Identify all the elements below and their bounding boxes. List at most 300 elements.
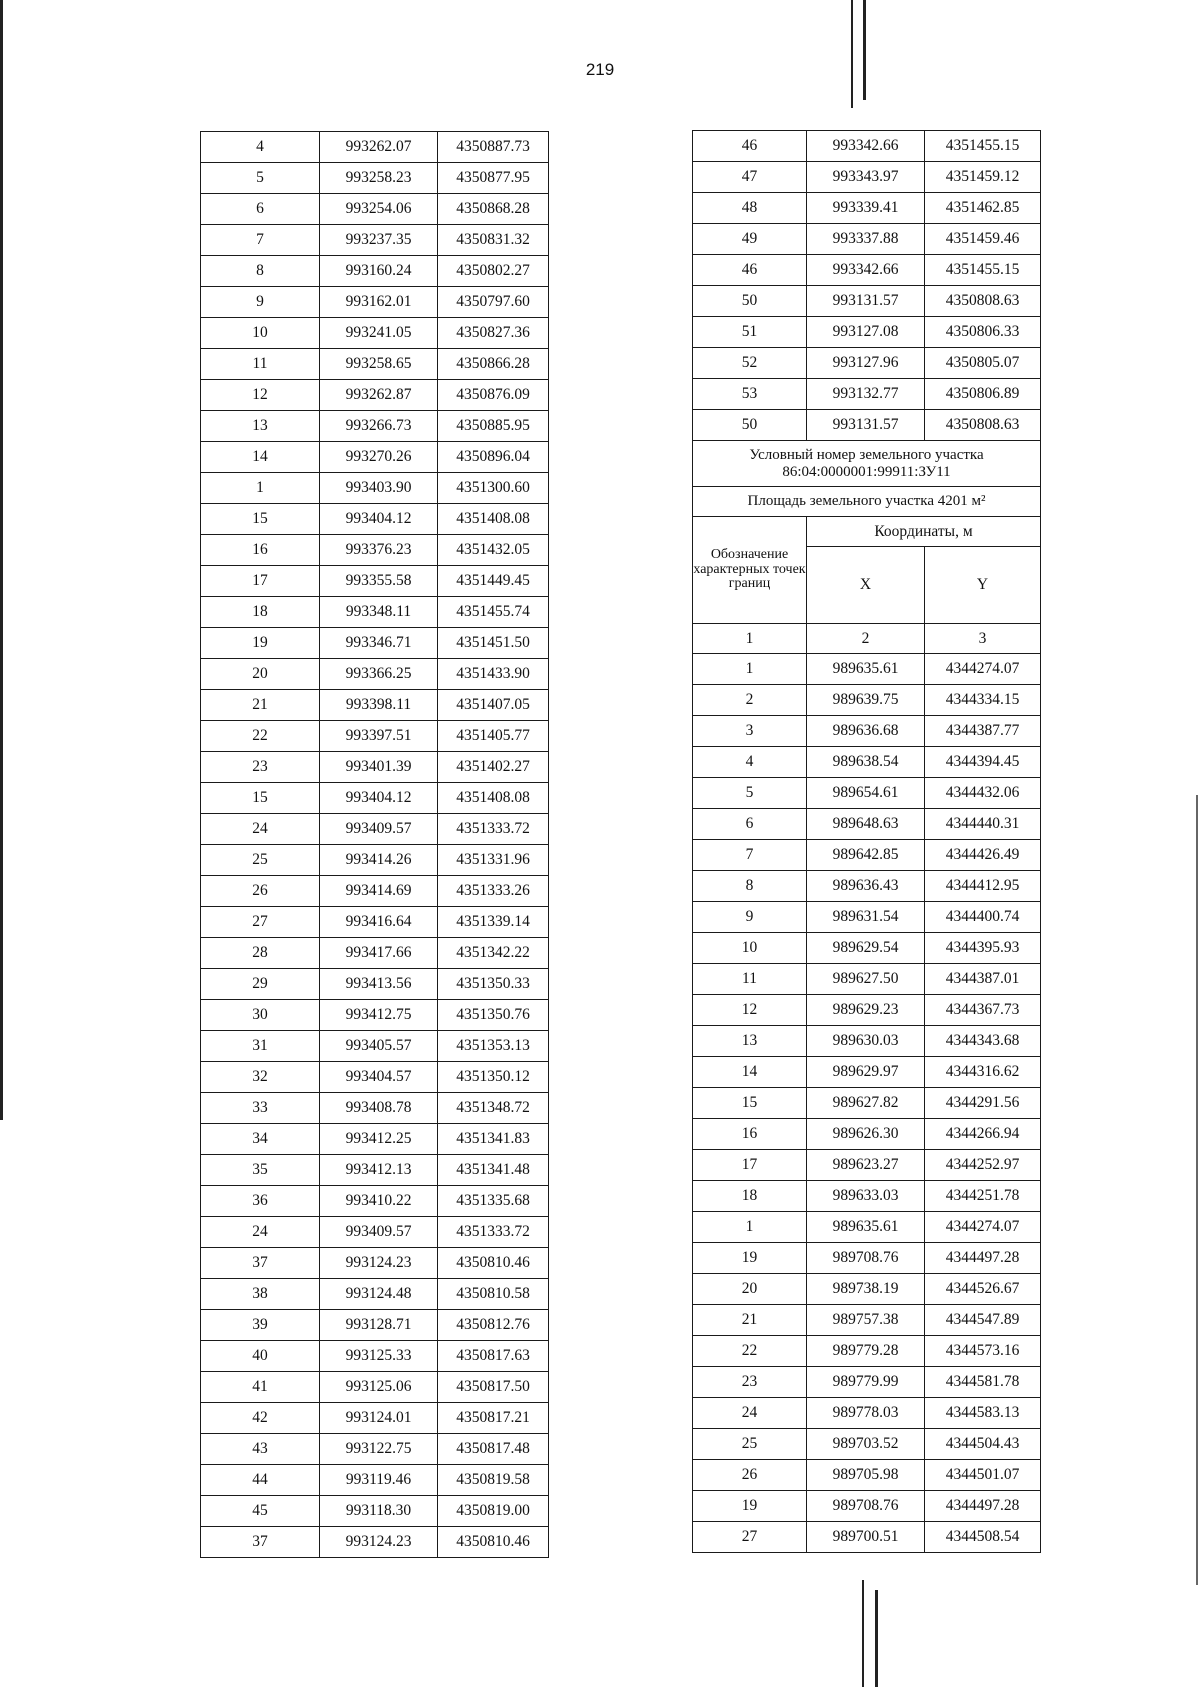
y-coordinate-cell: 4344440.31 xyxy=(925,809,1041,840)
x-header: X xyxy=(807,547,925,624)
table-row xyxy=(693,1119,1041,1150)
table-row xyxy=(201,256,549,287)
table-row xyxy=(201,163,549,194)
point-number-cell: 28 xyxy=(201,938,320,969)
point-number-cell: 12 xyxy=(201,380,320,411)
y-coordinate-cell: 4351331.96 xyxy=(438,845,549,876)
table-row xyxy=(201,1279,549,1310)
scan-edge-top-mark-1 xyxy=(851,0,853,108)
table-row xyxy=(201,783,549,814)
x-coordinate-cell: 993160.24 xyxy=(320,256,438,287)
x-coordinate-cell: 993127.08 xyxy=(807,317,925,348)
right-table-top-body xyxy=(693,131,1041,441)
x-coordinate-cell: 989642.85 xyxy=(807,840,925,871)
x-coordinate-cell: 993409.57 xyxy=(320,1217,438,1248)
x-coordinate-cell: 989700.51 xyxy=(807,1522,925,1553)
y-coordinate-cell: 4351333.72 xyxy=(438,814,549,845)
table-row xyxy=(201,225,549,256)
x-coordinate-cell: 993254.06 xyxy=(320,194,438,225)
x-coordinate-cell: 993405.57 xyxy=(320,1031,438,1062)
y-coordinate-cell: 4351341.48 xyxy=(438,1155,549,1186)
point-number-cell: 50 xyxy=(693,286,807,317)
y-coordinate-cell: 4351408.08 xyxy=(438,783,549,814)
point-number-cell: 8 xyxy=(201,256,320,287)
column-number-3: 3 xyxy=(925,624,1041,654)
y-coordinate-cell: 4344508.54 xyxy=(925,1522,1041,1553)
x-coordinate-cell: 993376.23 xyxy=(320,535,438,566)
table-row xyxy=(693,348,1041,379)
y-coordinate-cell: 4344501.07 xyxy=(925,1460,1041,1491)
table-row xyxy=(693,654,1041,685)
x-coordinate-cell: 993355.58 xyxy=(320,566,438,597)
point-number-cell: 21 xyxy=(693,1305,807,1336)
x-coordinate-cell: 993343.97 xyxy=(807,162,925,193)
table-row xyxy=(693,685,1041,716)
point-number-cell: 32 xyxy=(201,1062,320,1093)
table-row xyxy=(201,442,549,473)
point-number-cell: 1 xyxy=(693,1212,807,1243)
table-row xyxy=(201,1403,549,1434)
column-number-row xyxy=(693,624,1041,654)
x-coordinate-cell: 989708.76 xyxy=(807,1491,925,1522)
table-row xyxy=(693,1367,1041,1398)
point-number-cell: 40 xyxy=(201,1341,320,1372)
x-coordinate-cell: 989654.61 xyxy=(807,778,925,809)
table-row xyxy=(693,1491,1041,1522)
y-coordinate-cell: 4351348.72 xyxy=(438,1093,549,1124)
y-coordinate-cell: 4351335.68 xyxy=(438,1186,549,1217)
y-coordinate-cell: 4344266.94 xyxy=(925,1119,1041,1150)
table-row xyxy=(201,597,549,628)
x-coordinate-cell: 993414.26 xyxy=(320,845,438,876)
x-coordinate-cell: 989627.50 xyxy=(807,964,925,995)
point-number-cell: 26 xyxy=(693,1460,807,1491)
x-coordinate-cell: 993410.22 xyxy=(320,1186,438,1217)
point-number-cell: 35 xyxy=(201,1155,320,1186)
point-number-cell: 7 xyxy=(693,840,807,871)
x-coordinate-cell: 993342.66 xyxy=(807,131,925,162)
table-row xyxy=(201,814,549,845)
table-row xyxy=(201,504,549,535)
point-number-cell: 18 xyxy=(201,597,320,628)
x-coordinate-cell: 993412.25 xyxy=(320,1124,438,1155)
table-row xyxy=(693,255,1041,286)
x-coordinate-cell: 993342.66 xyxy=(807,255,925,286)
table-row xyxy=(201,318,549,349)
table-row xyxy=(693,1150,1041,1181)
y-coordinate-cell: 4351432.05 xyxy=(438,535,549,566)
y-header: Y xyxy=(925,547,1041,624)
point-number-cell: 19 xyxy=(201,628,320,659)
x-coordinate-cell: 989778.03 xyxy=(807,1398,925,1429)
table-row xyxy=(201,1527,549,1558)
point-number-cell: 19 xyxy=(693,1491,807,1522)
point-number-cell: 25 xyxy=(693,1429,807,1460)
parcel-number-cell xyxy=(693,441,1041,487)
y-coordinate-cell: 4351402.27 xyxy=(438,752,549,783)
point-number-cell: 48 xyxy=(693,193,807,224)
y-coordinate-cell: 4344432.06 xyxy=(925,778,1041,809)
point-number-cell: 37 xyxy=(201,1527,320,1558)
table-row xyxy=(201,876,549,907)
y-coordinate-cell: 4350817.50 xyxy=(438,1372,549,1403)
table-row xyxy=(693,317,1041,348)
point-number-cell: 24 xyxy=(201,1217,320,1248)
y-coordinate-cell: 4351405.77 xyxy=(438,721,549,752)
x-coordinate-cell: 993119.46 xyxy=(320,1465,438,1496)
y-coordinate-cell: 4350810.58 xyxy=(438,1279,549,1310)
x-coordinate-cell: 993401.39 xyxy=(320,752,438,783)
point-number-cell: 11 xyxy=(201,349,320,380)
y-coordinate-cell: 4350797.60 xyxy=(438,287,549,318)
x-coordinate-cell: 993398.11 xyxy=(320,690,438,721)
x-coordinate-cell: 993270.26 xyxy=(320,442,438,473)
y-coordinate-cell: 4351433.90 xyxy=(438,659,549,690)
x-coordinate-cell: 993339.41 xyxy=(807,193,925,224)
x-coordinate-cell: 993262.87 xyxy=(320,380,438,411)
y-coordinate-cell: 4344547.89 xyxy=(925,1305,1041,1336)
y-coordinate-cell: 4344581.78 xyxy=(925,1367,1041,1398)
table-row xyxy=(201,1155,549,1186)
point-number-cell: 27 xyxy=(693,1522,807,1553)
x-coordinate-cell: 993404.57 xyxy=(320,1062,438,1093)
x-coordinate-cell: 989631.54 xyxy=(807,902,925,933)
table-row xyxy=(693,131,1041,162)
table-row xyxy=(693,840,1041,871)
y-coordinate-cell: 4344274.07 xyxy=(925,1212,1041,1243)
x-coordinate-cell: 989757.38 xyxy=(807,1305,925,1336)
x-coordinate-cell: 993122.75 xyxy=(320,1434,438,1465)
point-number-cell: 3 xyxy=(693,716,807,747)
table-row xyxy=(201,349,549,380)
table-row xyxy=(693,1088,1041,1119)
x-coordinate-cell: 993404.12 xyxy=(320,783,438,814)
y-coordinate-cell: 4344316.62 xyxy=(925,1057,1041,1088)
table-row xyxy=(693,1212,1041,1243)
y-coordinate-cell: 4351449.45 xyxy=(438,566,549,597)
point-number-cell: 45 xyxy=(201,1496,320,1527)
y-coordinate-cell: 4351341.83 xyxy=(438,1124,549,1155)
y-coordinate-cell: 4351459.12 xyxy=(925,162,1041,193)
point-number-cell: 46 xyxy=(693,131,807,162)
table-row xyxy=(201,1496,549,1527)
point-number-cell: 43 xyxy=(201,1434,320,1465)
point-number-cell: 6 xyxy=(201,194,320,225)
table-row xyxy=(693,193,1041,224)
x-coordinate-cell: 989636.68 xyxy=(807,716,925,747)
point-number-cell: 1 xyxy=(693,654,807,685)
parcel-header xyxy=(693,441,1041,654)
point-number-cell: 14 xyxy=(693,1057,807,1088)
table-row xyxy=(201,659,549,690)
table-row xyxy=(693,1460,1041,1491)
table-row xyxy=(693,778,1041,809)
y-coordinate-cell: 4344291.56 xyxy=(925,1088,1041,1119)
table-row xyxy=(693,902,1041,933)
y-coordinate-cell: 4350817.48 xyxy=(438,1434,549,1465)
table-row xyxy=(201,969,549,1000)
designation-header: Обозначение характерных точек границ xyxy=(693,517,807,624)
x-coordinate-cell: 993417.66 xyxy=(320,938,438,969)
y-coordinate-cell: 4350866.28 xyxy=(438,349,549,380)
point-number-cell: 15 xyxy=(201,504,320,535)
y-coordinate-cell: 4351300.60 xyxy=(438,473,549,504)
point-number-cell: 20 xyxy=(201,659,320,690)
point-number-cell: 47 xyxy=(693,162,807,193)
table-row xyxy=(201,411,549,442)
point-number-cell: 46 xyxy=(693,255,807,286)
x-coordinate-cell: 993127.96 xyxy=(807,348,925,379)
x-coordinate-cell: 993348.11 xyxy=(320,597,438,628)
x-coordinate-cell: 993408.78 xyxy=(320,1093,438,1124)
table-row xyxy=(693,1522,1041,1553)
point-number-cell: 19 xyxy=(693,1243,807,1274)
point-number-cell: 33 xyxy=(201,1093,320,1124)
left-table-body xyxy=(201,132,549,1558)
point-number-cell: 12 xyxy=(693,995,807,1026)
x-coordinate-cell: 993366.25 xyxy=(320,659,438,690)
y-coordinate-cell: 4350868.28 xyxy=(438,194,549,225)
table-row xyxy=(201,1372,549,1403)
table-row xyxy=(201,1465,549,1496)
table-row xyxy=(693,871,1041,902)
y-coordinate-cell: 4351350.76 xyxy=(438,1000,549,1031)
table-row xyxy=(201,1186,549,1217)
y-coordinate-cell: 4350808.63 xyxy=(925,286,1041,317)
table-row xyxy=(201,721,549,752)
x-coordinate-cell: 993414.69 xyxy=(320,876,438,907)
table-row xyxy=(201,845,549,876)
x-coordinate-cell: 989635.61 xyxy=(807,654,925,685)
table-row xyxy=(693,964,1041,995)
y-coordinate-cell: 4350831.32 xyxy=(438,225,549,256)
x-coordinate-cell: 989629.23 xyxy=(807,995,925,1026)
y-coordinate-cell: 4344387.01 xyxy=(925,964,1041,995)
x-coordinate-cell: 989636.43 xyxy=(807,871,925,902)
y-coordinate-cell: 4350896.04 xyxy=(438,442,549,473)
y-coordinate-cell: 4351350.33 xyxy=(438,969,549,1000)
table-row xyxy=(693,716,1041,747)
parcel-number-label: Условный номер земельного участка xyxy=(749,447,984,463)
point-number-cell: 27 xyxy=(201,907,320,938)
x-coordinate-cell: 989738.19 xyxy=(807,1274,925,1305)
table-row xyxy=(201,1217,549,1248)
right-table-bottom-body xyxy=(693,654,1041,1553)
y-coordinate-cell: 4344583.13 xyxy=(925,1398,1041,1429)
point-number-cell: 11 xyxy=(693,964,807,995)
y-coordinate-cell: 4350819.58 xyxy=(438,1465,549,1496)
left-coordinates-table xyxy=(200,131,549,1558)
table-row xyxy=(201,194,549,225)
point-number-cell: 24 xyxy=(201,814,320,845)
y-coordinate-cell: 4350817.21 xyxy=(438,1403,549,1434)
point-number-cell: 38 xyxy=(201,1279,320,1310)
point-number-cell: 15 xyxy=(693,1088,807,1119)
y-coordinate-cell: 4344367.73 xyxy=(925,995,1041,1026)
y-coordinate-cell: 4344400.74 xyxy=(925,902,1041,933)
point-number-cell: 17 xyxy=(201,566,320,597)
point-number-cell: 42 xyxy=(201,1403,320,1434)
table-row xyxy=(693,379,1041,410)
table-row xyxy=(201,535,549,566)
page-number: 219 xyxy=(585,60,615,79)
x-coordinate-cell: 993262.07 xyxy=(320,132,438,163)
point-number-cell: 10 xyxy=(693,933,807,964)
table-row xyxy=(693,933,1041,964)
x-coordinate-cell: 993131.57 xyxy=(807,410,925,441)
table-row xyxy=(693,410,1041,441)
x-coordinate-cell: 989627.82 xyxy=(807,1088,925,1119)
x-coordinate-cell: 993132.77 xyxy=(807,379,925,410)
y-coordinate-cell: 4350812.76 xyxy=(438,1310,549,1341)
point-number-cell: 5 xyxy=(201,163,320,194)
x-coordinate-cell: 993397.51 xyxy=(320,721,438,752)
scan-edge-bottom-mark-1 xyxy=(862,1580,864,1687)
table-row xyxy=(693,809,1041,840)
x-coordinate-cell: 993237.35 xyxy=(320,225,438,256)
point-number-cell: 18 xyxy=(693,1181,807,1212)
table-row xyxy=(201,1434,549,1465)
y-coordinate-cell: 4344251.78 xyxy=(925,1181,1041,1212)
x-coordinate-cell: 993258.23 xyxy=(320,163,438,194)
point-number-cell: 16 xyxy=(693,1119,807,1150)
x-coordinate-cell: 989629.97 xyxy=(807,1057,925,1088)
parcel-number-row xyxy=(693,441,1041,487)
y-coordinate-cell: 4351455.15 xyxy=(925,131,1041,162)
table-row xyxy=(693,286,1041,317)
x-coordinate-cell: 989633.03 xyxy=(807,1181,925,1212)
point-number-cell: 22 xyxy=(201,721,320,752)
table-row xyxy=(201,1031,549,1062)
point-number-cell: 22 xyxy=(693,1336,807,1367)
table-row xyxy=(693,224,1041,255)
y-coordinate-cell: 4344526.67 xyxy=(925,1274,1041,1305)
y-coordinate-cell: 4351459.46 xyxy=(925,224,1041,255)
scan-edge-left xyxy=(0,0,3,1120)
x-coordinate-cell: 993258.65 xyxy=(320,349,438,380)
table-row xyxy=(201,380,549,411)
point-number-cell: 29 xyxy=(201,969,320,1000)
y-coordinate-cell: 4351407.05 xyxy=(438,690,549,721)
table-row xyxy=(201,1124,549,1155)
y-coordinate-cell: 4351408.08 xyxy=(438,504,549,535)
x-coordinate-cell: 989639.75 xyxy=(807,685,925,716)
x-coordinate-cell: 993266.73 xyxy=(320,411,438,442)
x-coordinate-cell: 989648.63 xyxy=(807,809,925,840)
x-coordinate-cell: 993125.06 xyxy=(320,1372,438,1403)
table-row xyxy=(201,473,549,504)
point-number-cell: 53 xyxy=(693,379,807,410)
point-number-cell: 16 xyxy=(201,535,320,566)
point-number-cell: 50 xyxy=(693,410,807,441)
point-number-cell: 9 xyxy=(201,287,320,318)
y-coordinate-cell: 4351462.85 xyxy=(925,193,1041,224)
x-coordinate-cell: 993124.23 xyxy=(320,1527,438,1558)
parcel-area-row xyxy=(693,487,1041,517)
x-coordinate-cell: 989623.27 xyxy=(807,1150,925,1181)
point-number-cell: 10 xyxy=(201,318,320,349)
y-coordinate-cell: 4351353.13 xyxy=(438,1031,549,1062)
column-number-1: 1 xyxy=(693,624,807,654)
x-coordinate-cell: 993125.33 xyxy=(320,1341,438,1372)
y-coordinate-cell: 4344504.43 xyxy=(925,1429,1041,1460)
x-coordinate-cell: 993404.12 xyxy=(320,504,438,535)
point-number-cell: 44 xyxy=(201,1465,320,1496)
y-coordinate-cell: 4350805.07 xyxy=(925,348,1041,379)
column-number-2: 2 xyxy=(807,624,925,654)
table-row xyxy=(693,1429,1041,1460)
y-coordinate-cell: 4344252.97 xyxy=(925,1150,1041,1181)
table-row xyxy=(201,1248,549,1279)
point-number-cell: 39 xyxy=(201,1310,320,1341)
y-coordinate-cell: 4344412.95 xyxy=(925,871,1041,902)
x-coordinate-cell: 993416.64 xyxy=(320,907,438,938)
table-row xyxy=(693,1336,1041,1367)
x-coordinate-cell: 993124.23 xyxy=(320,1248,438,1279)
x-coordinate-cell: 989626.30 xyxy=(807,1119,925,1150)
point-number-cell: 30 xyxy=(201,1000,320,1031)
table-row xyxy=(201,690,549,721)
y-coordinate-cell: 4344497.28 xyxy=(925,1243,1041,1274)
y-coordinate-cell: 4350876.09 xyxy=(438,380,549,411)
table-row xyxy=(693,1181,1041,1212)
y-coordinate-cell: 4351451.50 xyxy=(438,628,549,659)
x-coordinate-cell: 989638.54 xyxy=(807,747,925,778)
y-coordinate-cell: 4351333.26 xyxy=(438,876,549,907)
point-number-cell: 14 xyxy=(201,442,320,473)
point-number-cell: 7 xyxy=(201,225,320,256)
table-row xyxy=(201,938,549,969)
y-coordinate-cell: 4351342.22 xyxy=(438,938,549,969)
scan-edge-top-mark-2 xyxy=(863,0,866,100)
table-row xyxy=(693,995,1041,1026)
x-coordinate-cell: 989705.98 xyxy=(807,1460,925,1491)
y-coordinate-cell: 4351350.12 xyxy=(438,1062,549,1093)
x-coordinate-cell: 989630.03 xyxy=(807,1026,925,1057)
right-coordinates-table xyxy=(692,130,1041,1553)
point-number-cell: 37 xyxy=(201,1248,320,1279)
y-coordinate-cell: 4350810.46 xyxy=(438,1527,549,1558)
table-row xyxy=(693,1243,1041,1274)
point-number-cell: 21 xyxy=(201,690,320,721)
point-number-cell: 23 xyxy=(201,752,320,783)
table-row xyxy=(201,287,549,318)
x-coordinate-cell: 989708.76 xyxy=(807,1243,925,1274)
point-number-cell: 2 xyxy=(693,685,807,716)
x-coordinate-cell: 989629.54 xyxy=(807,933,925,964)
point-number-cell: 25 xyxy=(201,845,320,876)
x-coordinate-cell: 993241.05 xyxy=(320,318,438,349)
parcel-number-value: 86:04:0000001:99911:ЗУ11 xyxy=(782,463,951,480)
table-row xyxy=(693,1305,1041,1336)
parcel-area-cell: Площадь земельного участка 4201 м² xyxy=(693,487,1041,517)
table-row xyxy=(693,747,1041,778)
y-coordinate-cell: 4350887.73 xyxy=(438,132,549,163)
y-coordinate-cell: 4351455.74 xyxy=(438,597,549,628)
point-number-cell: 51 xyxy=(693,317,807,348)
table-row xyxy=(201,1341,549,1372)
y-coordinate-cell: 4350827.36 xyxy=(438,318,549,349)
scan-edge-right-mark xyxy=(1196,795,1198,1585)
table-row xyxy=(201,1093,549,1124)
y-coordinate-cell: 4344274.07 xyxy=(925,654,1041,685)
y-coordinate-cell: 4350806.33 xyxy=(925,317,1041,348)
point-number-cell: 9 xyxy=(693,902,807,933)
x-coordinate-cell: 993403.90 xyxy=(320,473,438,504)
x-coordinate-cell: 989635.61 xyxy=(807,1212,925,1243)
table-row xyxy=(201,132,549,163)
point-number-cell: 13 xyxy=(201,411,320,442)
